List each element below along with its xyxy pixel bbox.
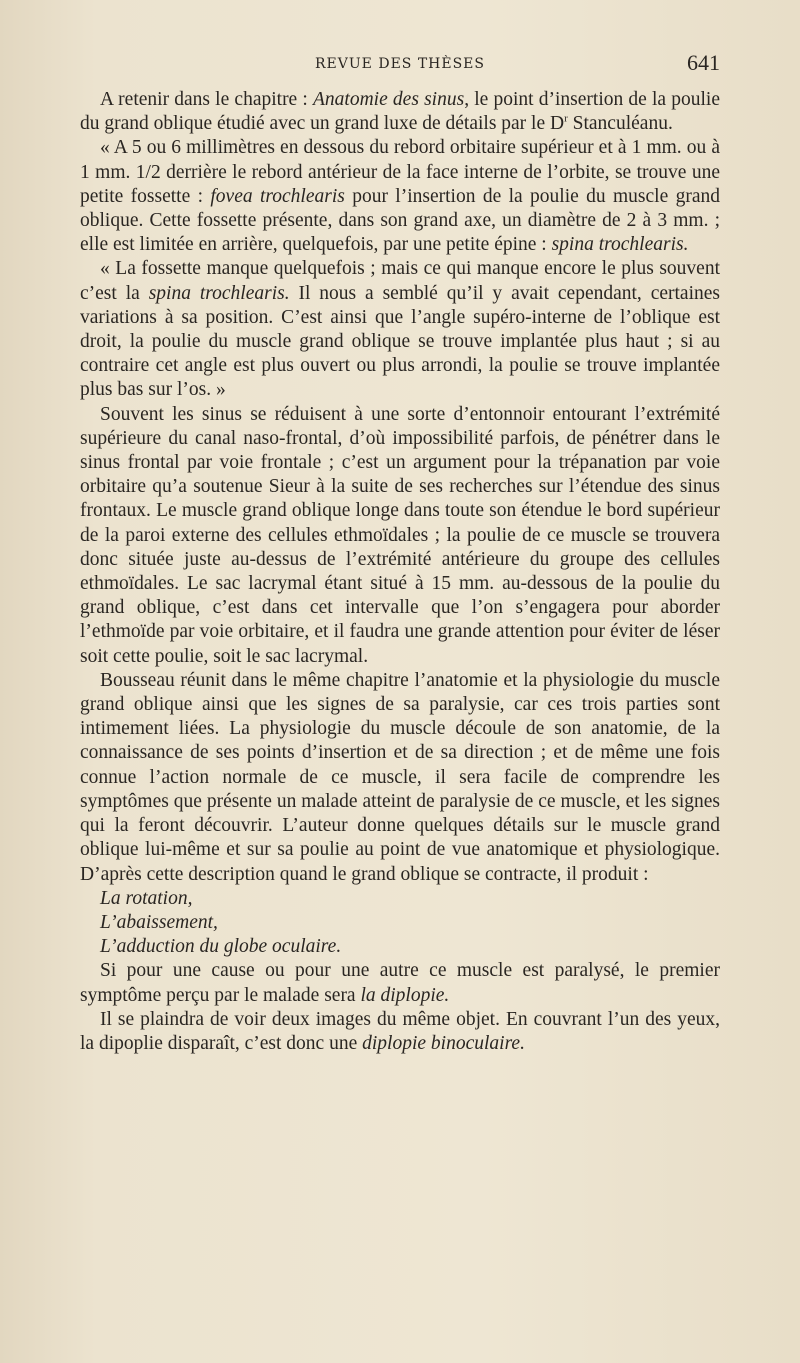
list-item: [80, 887, 720, 911]
text-run: , le point d’insertion de la poulie du grand oblique étudié avec un grand luxe de détails par le D: [80, 89, 720, 135]
italic-text: la diplopie.: [360, 984, 450, 1006]
italic-text: La rotation,: [100, 887, 193, 909]
italic-text: L’abaissement,: [100, 911, 218, 933]
text-run: pour l’insertion de la poulie du muscle grand oblique. Cette fossette présente, dans son grand axe, un diamètre de 2 à 3 mm. ; elle est limitée en arrière, quelquefois, par une petite épine :: [80, 185, 720, 256]
running-title: REVUE DES THÈSES: [315, 56, 485, 72]
italic-text: spina trochlearis.: [148, 282, 290, 304]
paragraph: [80, 257, 720, 402]
body-text: [80, 88, 720, 1056]
italic-text: L’adduction du globe oculaire.: [100, 936, 342, 958]
superscript: r: [564, 112, 568, 125]
italic-text: spina trochlearis.: [551, 234, 689, 256]
list-item: [80, 911, 720, 935]
text-run: Il nous a semblé qu’il y avait cependant, certaines variations à sa position. C’est ainsi que l’angle supéro-interne de l’oblique est droit, la poulie du muscle grand oblique se trouve implantée plus haut ; si au contraire cet angle est plus ouvert ou plus arrondi, la poulie se trouve implantée plus bas sur l’os. »: [80, 282, 720, 401]
text-run: Il se plaindra de voir deux images du même objet. En couvrant l’un des yeux, la dipoplie disparaît, c’est donc une: [80, 1008, 720, 1054]
paragraph: [80, 669, 720, 887]
paragraph: [80, 88, 720, 136]
list-item: [80, 935, 720, 959]
paragraph: [80, 403, 720, 669]
text-run: Souvent les sinus se réduisent à une sorte d’entonnoir entourant l’extrémité supérieure du canal naso-frontal, d’où impossibilité parfois, de pénétrer dans le sinus frontal par voie frontale ; c’est un argument pour la trépanation par voie orbitaire qu’a soutenue Sieur à la suite de ses recherches sur l’étendue des sinus frontaux. Le muscle grand oblique longe dans toute son étendue le bord supérieur de la paroi externe des cellules ethmoïdales ; la poulie de ce muscle se trouvera donc située juste au-dessus de l’extrémité antérieure du groupe des cellules ethmoïdales. Le sac lacrymal étant situé à 15 mm. au-dessous de la poulie du grand oblique, c’est dans cet intervalle que l’on s’engagera pour aborder l’ethmoïde par voie orbitaire, et il faudra une grande attention pour éviter de léser soit cette poulie, soit le sac lacrymal.: [80, 403, 720, 667]
italic-text: fovea trochlearis: [210, 185, 345, 207]
italic-text: diplopie binoculaire.: [362, 1032, 525, 1054]
text-run: Stanculéanu.: [567, 113, 673, 135]
paragraph: [80, 959, 720, 1007]
paragraph: [80, 1008, 720, 1056]
page-number: 641: [687, 50, 720, 75]
text-run: « La fossette manque quelquefois ; mais ce qui manque encore le plus souvent c’est la: [80, 258, 720, 304]
text-run: Si pour une cause ou pour une autre ce muscle est paralysé, le premier symptôme perçu par le malade sera: [80, 960, 720, 1006]
italic-text: Anatomie des sinus: [313, 89, 465, 110]
text-run: « A 5 ou 6 millimètres en dessous du rebord orbitaire supérieur et à 1 mm. ou à 1 mm. 1/2 derrière le rebord antérieur de la face interne de l’orbite, se trouve une petite fossette :: [80, 137, 720, 207]
paragraph: [80, 136, 720, 257]
text-run: Bousseau réunit dans le même chapitre l’anatomie et la physiologie du muscle grand oblique ainsi que les signes de sa paralysie, car ces trois parties sont intimement liées. La physiologie du muscle découle de son anatomie, de la connaissance de ses points d’insertion et de sa direction ; et de même une fois connue l’action normale de ce muscle, il sera facile de comprendre les symptômes que présente un malade atteint de paralysie de ce muscle, et les signes qui la feront découvrir. L’auteur donne quelques détails sur le muscle grand oblique lui-même et sur sa poulie au point de vue anatomique et physiologique. D’après cette description quand le grand oblique se contracte, il produit :: [80, 669, 720, 885]
text-run: A retenir dans le chapitre :: [100, 89, 313, 110]
page-header: [80, 48, 720, 78]
